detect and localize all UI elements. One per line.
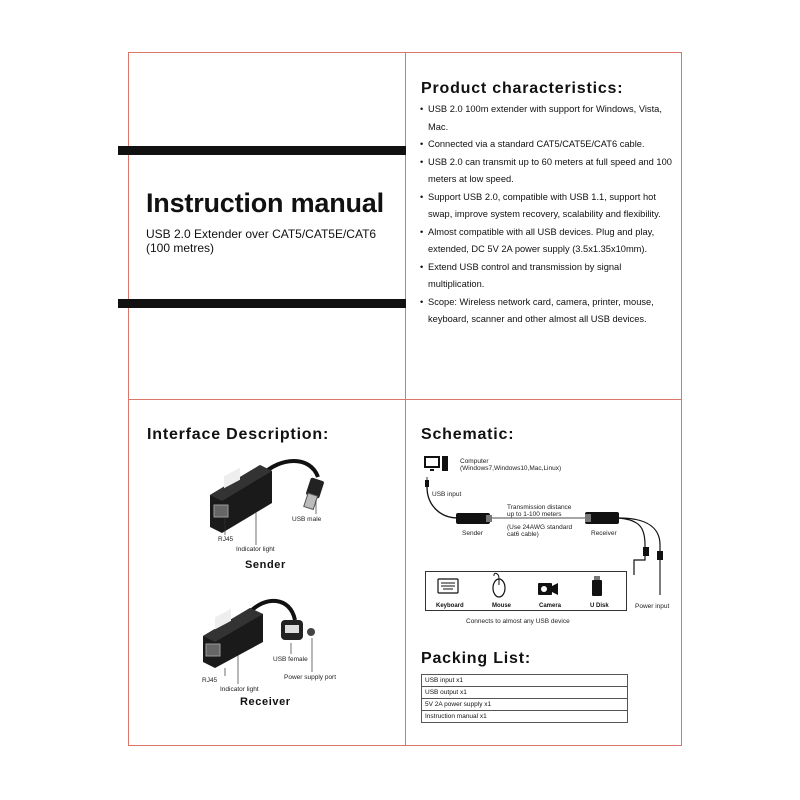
cable-label-line2: cat6 cable) bbox=[507, 531, 539, 538]
computer-icon bbox=[424, 456, 448, 471]
schematic-heading: Schematic: bbox=[421, 426, 515, 443]
characteristic-item: • USB 2.0 can transmit up to 60 meters at full speed and 100 meters at low speed. bbox=[420, 154, 678, 189]
interface-heading: Interface Description: bbox=[147, 426, 330, 443]
distance-label-line1: Transmission distance bbox=[507, 504, 572, 511]
device-label-camera: Camera bbox=[539, 603, 562, 609]
characteristic-item: • Extend USB control and transmission by signal multiplication. bbox=[420, 259, 678, 294]
characteristic-item: • Almost compatible with all USB devices. Plug and play, extended, DC 5V 2A power supply (3.5x1.35x10mm). bbox=[420, 224, 678, 259]
characteristic-item: • Scope: Wireless network card, camera, printer, mouse, keyboard, scanner and other almost all USB devices. bbox=[420, 294, 678, 329]
device-label-u-disk: U Disk bbox=[590, 603, 609, 609]
receiver-module-icon bbox=[585, 512, 619, 524]
receiver-power-label: Power supply port bbox=[284, 674, 337, 681]
distance-label-line2: up to 1-100 meters bbox=[507, 511, 562, 518]
manual-subtitle: USB 2.0 Extender over CAT5/CAT5E/CAT6 (100 metres) bbox=[146, 227, 377, 255]
sender-caption: Sender bbox=[245, 559, 286, 571]
packing-heading: Packing List: bbox=[421, 650, 531, 667]
packing-item: Instruction manual x1 bbox=[422, 711, 628, 723]
schematic-receiver-label: Receiver bbox=[591, 530, 617, 537]
packing-item: USB output x1 bbox=[422, 687, 628, 699]
table-row bbox=[422, 699, 628, 711]
receiver-power-cable bbox=[619, 518, 660, 560]
device-label-keyboard: Keyboard bbox=[436, 603, 464, 609]
table-row bbox=[422, 711, 628, 723]
sender-module-icon bbox=[456, 513, 492, 524]
schematic-sender-label: Sender bbox=[462, 530, 483, 537]
sender-usb-label: USB male bbox=[292, 516, 322, 523]
packing-item: USB input x1 bbox=[422, 675, 628, 687]
sender-rj45-label: RJ45 bbox=[218, 536, 234, 543]
receiver-caption: Receiver bbox=[240, 696, 291, 708]
usb-input-connector-icon bbox=[425, 477, 429, 487]
characteristics-heading: Product characteristics: bbox=[421, 80, 624, 97]
sender-indicator-label: Indicator light bbox=[236, 546, 275, 553]
connects-caption: Connects to almost any USB device bbox=[466, 618, 570, 625]
receiver-indicator-label: Indicator light bbox=[220, 686, 259, 693]
characteristic-item: • USB 2.0 100m extender with support for Windows, Vista, Mac. bbox=[420, 101, 678, 136]
manual-title: Instruction manual bbox=[146, 188, 384, 218]
packing-item: 5V 2A power supply x1 bbox=[422, 699, 628, 711]
table-row bbox=[422, 687, 628, 699]
device-label-mouse: Mouse bbox=[492, 603, 512, 609]
computer-os-label: (Windows7,Windows10,Mac,Linux) bbox=[460, 465, 562, 472]
packing-list-table bbox=[421, 674, 628, 723]
usb-input-label: USB input bbox=[432, 491, 462, 498]
power-input-label: Power input bbox=[635, 603, 670, 610]
characteristic-item: • Support USB 2.0, compatible with USB 1.1, support hot swap, improve system recovery, scalability and flexibility. bbox=[420, 189, 678, 224]
cable-label-line1: (Use 24AWG standard bbox=[507, 524, 573, 531]
receiver-usb-label: USB female bbox=[273, 656, 308, 663]
table-row bbox=[422, 675, 628, 687]
characteristic-item: • Connected via a standard CAT5/CAT5E/CAT6 cable. bbox=[420, 136, 678, 154]
receiver-rj45-label: RJ45 bbox=[202, 677, 218, 684]
receiver-usb-cable bbox=[619, 518, 645, 575]
computer-label: Computer bbox=[460, 458, 489, 465]
